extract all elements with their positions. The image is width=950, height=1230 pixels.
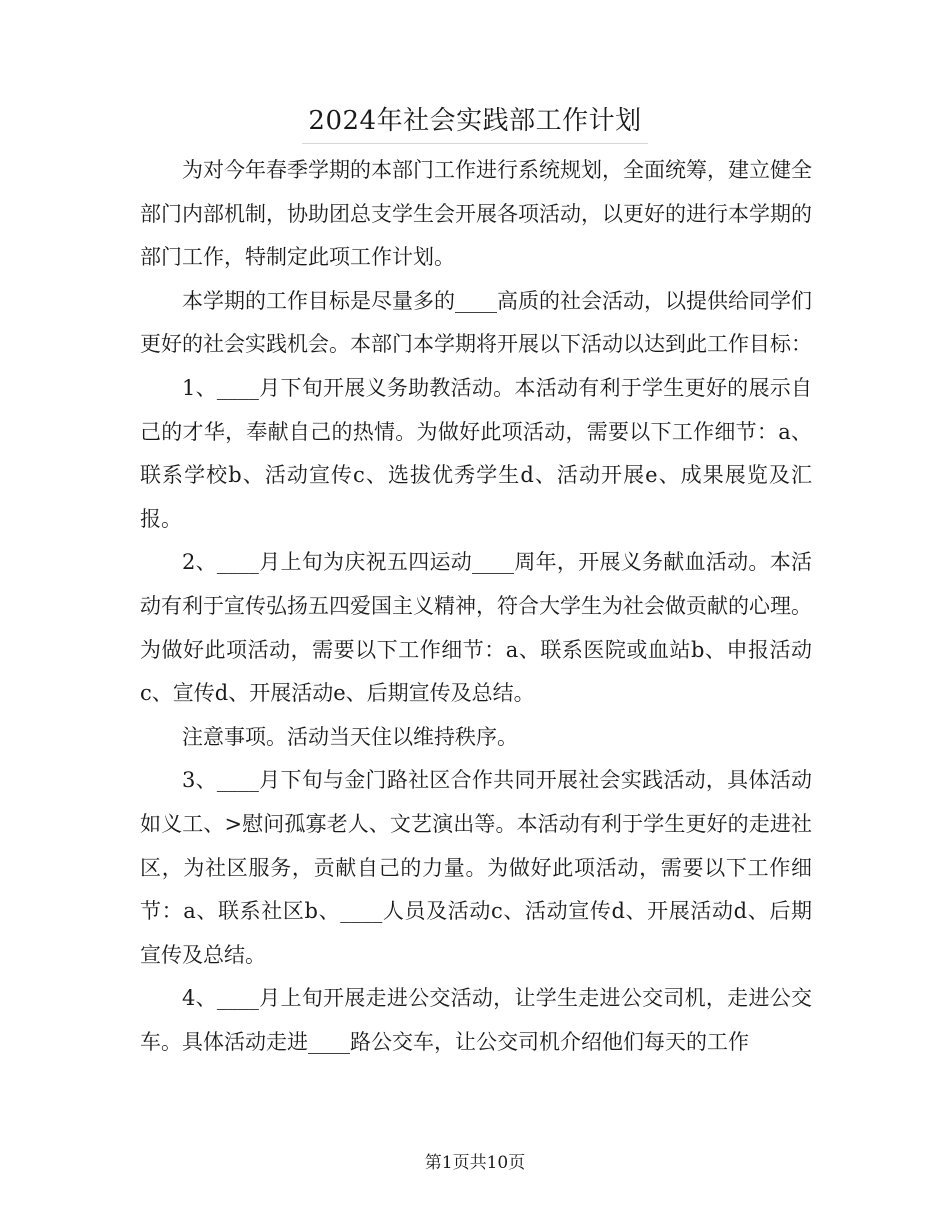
title-wrap: [0, 103, 950, 144]
paragraph-item-4: 4、____月上旬开展走进公交活动，让学生走进公交司机，走进公交车。具体活动走进____路公交车，让公交司机介绍他们每天的工作: [140, 986, 812, 1054]
paragraph-intro: 为对今年春季学期的本部门工作进行系统规划，全面统筹，建立健全部门内部机制，协助团总支学生会开展各项活动，以更好的进行本学期的部门工作，特制定此项工作计划。: [140, 158, 812, 270]
paragraph-item-1: 1、____月下旬开展义务助教活动。本活动有利于学生更好的展示自己的才华，奉献自己的热情。为做好此项活动，需要以下工作细节：a、联系学校b、活动宣传c、选拔优秀学生d、活动开展e、成果展览及汇报。: [140, 375, 812, 531]
paragraph-item-2: 2、____月上旬为庆祝五四运动____周年，开展义务献血活动。本活动有利于宣传弘扬五四爱国主义精神，符合大学生为社会做贡献的心理。为做好此项活动，需要以下工作细节：a、联系医院或血站b、申报活动c、宣传d、开展活动e、后期宣传及总结。: [140, 550, 812, 706]
paragraph-goal: 本学期的工作目标是尽量多的____高质的社会活动，以提供给同学们更好的社会实践机会。本部门本学期将开展以下活动以达到此工作目标：: [140, 288, 812, 357]
document-body: [140, 149, 812, 1064]
paragraph-item-3: 3、____月下旬与金门路社区合作共同开展社会实践活动，具体活动如义工、>慰问孤寡老人、文艺演出等。本活动有利于学生更好的走进社区，为社区服务，贡献自己的力量。为做好此项活动，需要以下工作细节：a、联系社区b、____人员及活动c、活动宣传d、开展活动d、后期宣传及总结。: [140, 768, 812, 967]
page-footer: 第1页共10页: [424, 1153, 526, 1173]
paragraph-note: 注意事项。活动当天住以维持秩序。: [182, 724, 518, 749]
document-title: 2024年社会实践部工作计划: [302, 103, 647, 144]
